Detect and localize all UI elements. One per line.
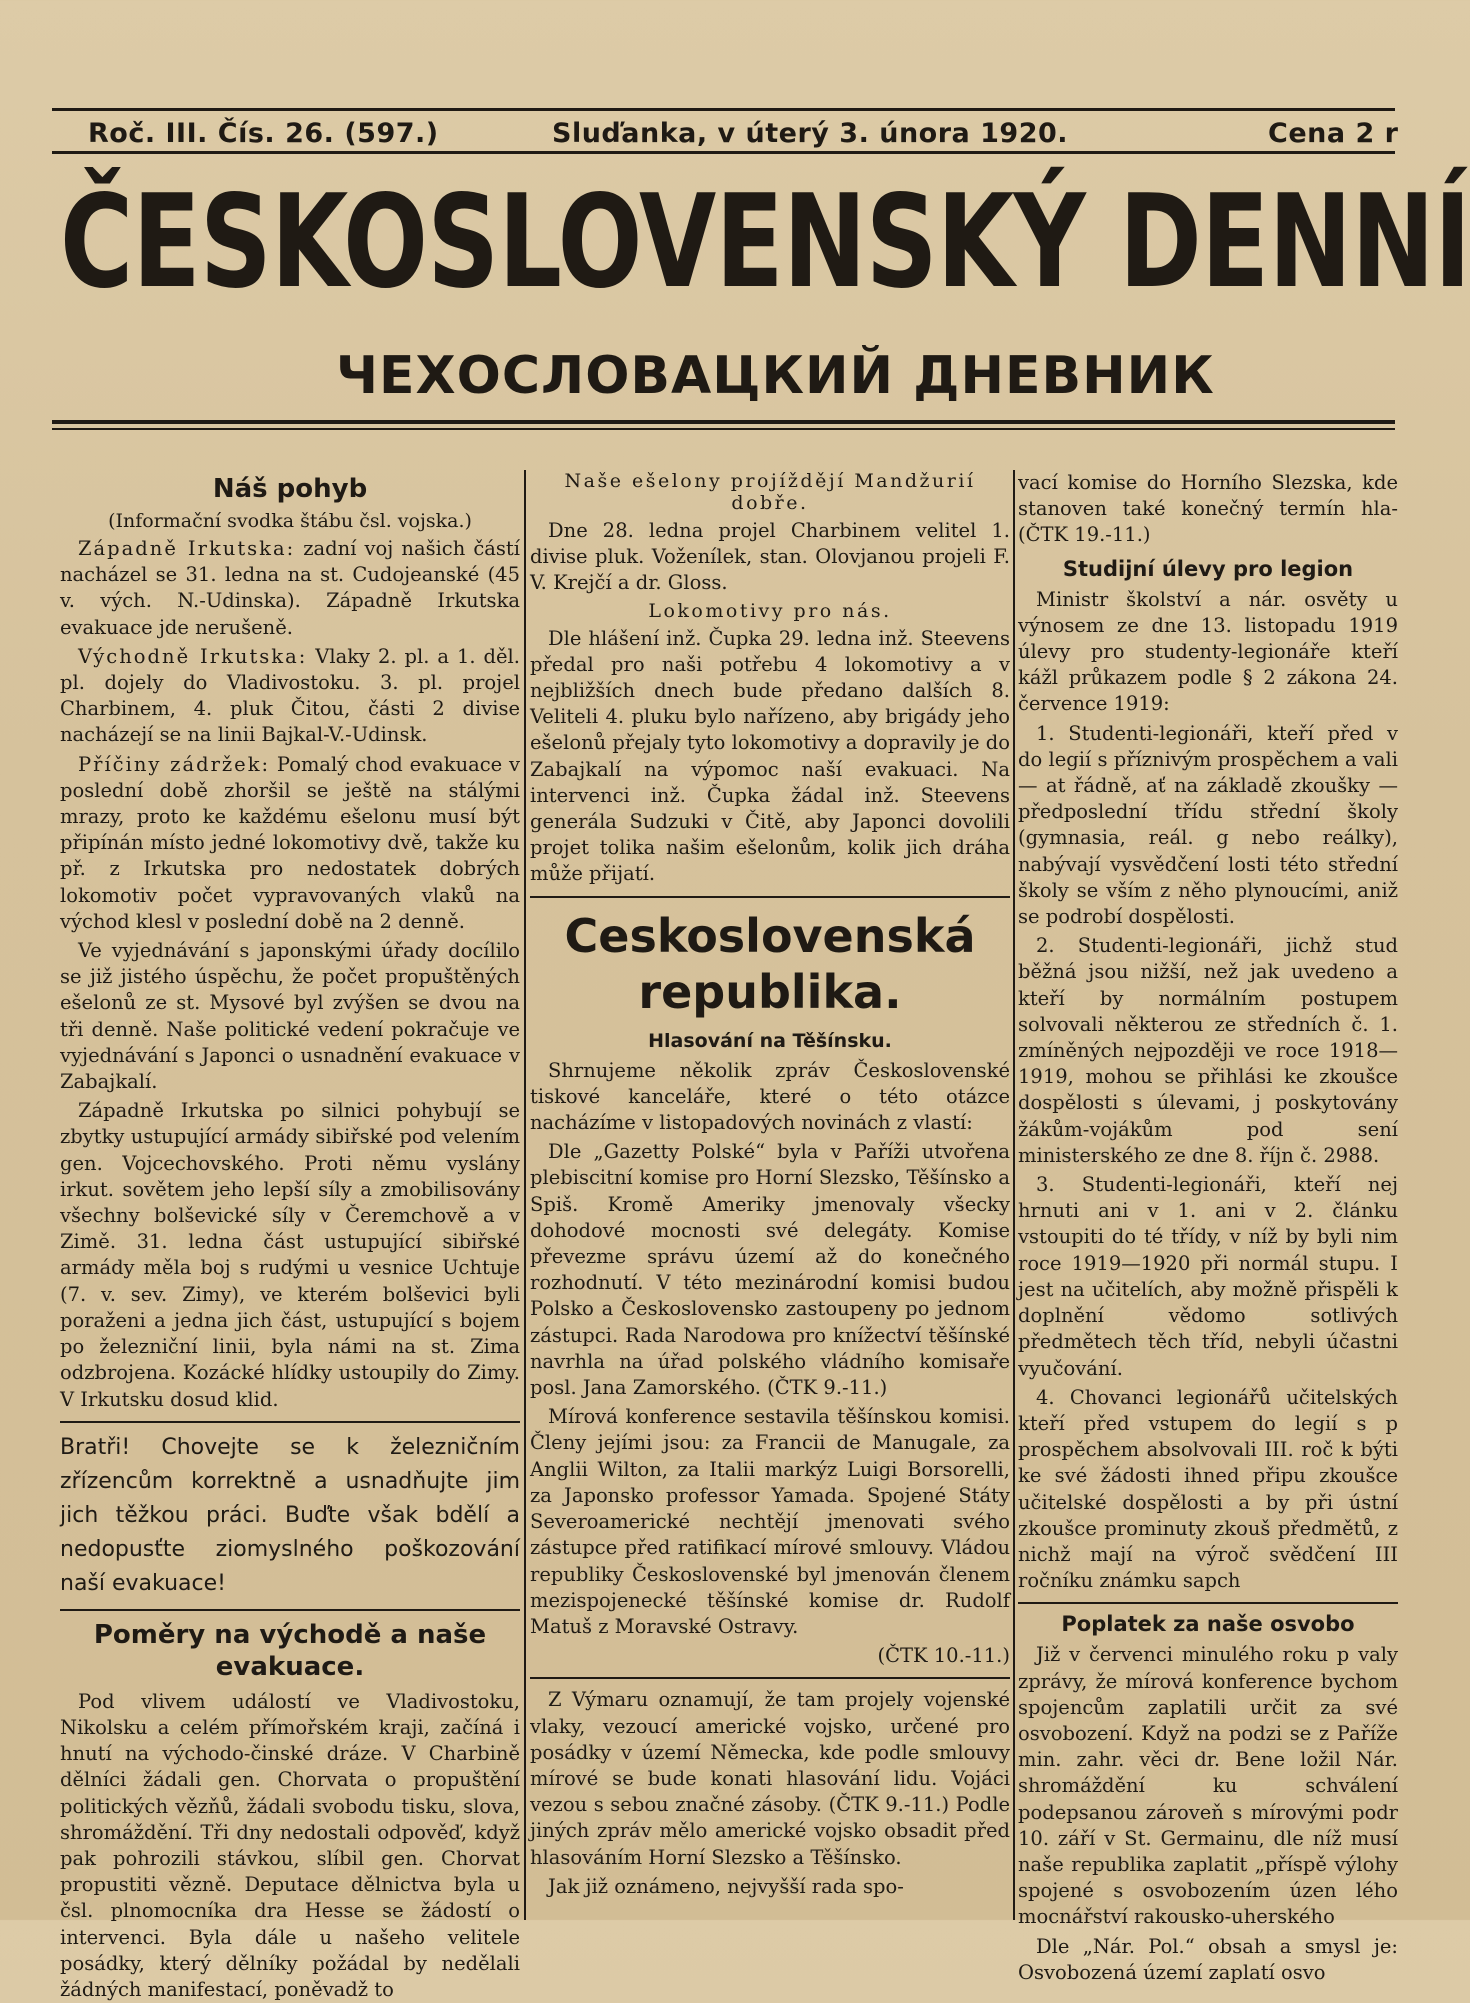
section-rule — [530, 896, 1010, 898]
masthead-topline — [0, 118, 1399, 152]
paragraph: Jak již oznámeno, nejvyšší rada spo- — [548, 1874, 904, 1898]
paragraph: Dle „Gazetty Polské“ byla v Paříži utvořena plebiscitní komise pro Horní Slezsko, Těšínsko a Spiš. Kromě Ameriky jmenovaly všecky dohodové mocnosti své delegáty. Komise převezme správu území až do konečného rozhodnutí. V této mezinárodní komisi budou Polsko a Československo zastoupeny po jednom zástupci. Rada Narodowa pro knížectví těšínské navrhla na úřad polského vládního komisaře posl. Jana Zamorského. (ČTK 9.-11.) — [530, 1140, 1010, 1400]
column-2 — [530, 470, 1010, 1920]
volume-number: Roč. III. Čís. 26. (597.) — [88, 118, 439, 149]
paragraph-text: Vlaky 2. pl. a 1. děl. pl. dojely do Vladivostoku. 3. pl. projel Charbinem, 4. pluk Čitou, části 2 divise nacházejí se na linii Bajkal-V.-Udinsk. — [60, 644, 520, 747]
paragraph-text: Pomalý chod evakuace v poslední době zhoršil se ještě na stálými mrazy, proto ke každému ešelonu musí být připínán místo jedné lokomotivy dvě, takže ku př. z Irkutska pro nedostatek dobrých lokomotiv počet vypravovaných vlaků na východ klesl v poslední době na 2 denně. — [60, 752, 520, 933]
paragraph: Ve vyjednávání s japonskými úřady docílilo se již jistého úspěchu, že počet propuštěných ešelonů ze st. Mysové byl zvýšen se dvou na tři denně. Naše politické vedení pokračuje ve vyjednávání s Japonci o usnadnění evakuace v Zabajkalí. — [60, 939, 520, 1094]
paragraph-lead: Západně Irkutska: — [78, 537, 296, 560]
column-3 — [1018, 470, 1398, 1984]
newspaper-title-russian: ЧЕХОСЛОВАЦКИЙ ДНЕВНИК — [336, 346, 1215, 406]
article-heading: Náš pohyb — [212, 474, 368, 504]
section-rule — [530, 1677, 1010, 1679]
paragraph: Dne 28. ledna projel Charbinem velitel 1. divise pluk. Voženílek, stan. Olovjanou projeli F. V. Krejčí a dr. Gloss. — [530, 519, 1010, 595]
appeal-box: Bratři! Chovejte se k železničním zřízencům korrektně a usnadňujte jim jich těžkou práci. Buďte však bdělí a nedopusťte ziomyslného poškozování naší evakuace! — [60, 1434, 520, 1596]
article-subheading: Lokomotivy pro nás. — [648, 599, 892, 622]
masthead-rule-2 — [52, 420, 1395, 424]
paragraph: vací komise do Horního Slezska, kde stanoven také konečný termín hla- (ČTK 19.-11.) — [1018, 471, 1398, 547]
paragraph: Shrnujeme několik zpráv Československé tiskové kanceláře, které o této otázce nacházíme v listopadových novinách z vlastí: — [530, 1058, 1010, 1135]
paragraph-lead: Východně Irkutska: — [78, 644, 308, 668]
paragraph: Ministr školství a nár. osvěty u výnosem ze dne 13. listopadu 1919 úlevy pro studenty-legionáře kteří kážl průkazem podle § 2 zákona 24. července 1919: — [1018, 587, 1398, 716]
paragraph: 4. Chovanci legionářů učitelských kteří před vstupem do legií s p prospěchem absolvovali III. roč k býti ke své žádosti ihned připu zkoušce učitelské dospělosti a by při ústní zkoušce prominuty zkouš předmětů, z nichž mají na výroč svědčení III ročníku známku sapch — [1018, 1385, 1398, 1593]
column-divider-1 — [524, 470, 526, 1920]
paragraph: Mírová konference sestavila těšínskou komisi. Členy jejími jsou: za Francii de Manugale, za Anglii Wilton, za Italii markýz Luigi Borsorelli, za Japonsko professor Yamada. Spojené Státy Severoamerické nechtějí jmenovati svého zástupce před ratifikací mírové smlouvy. Vládou republiky Československé byl jmenován členem mezispojenecké těšínské komise dr. Rudolf Matuš z Moravské Ostravy. — [530, 1405, 1010, 1638]
article-subheading: Hlasování na Těšínsku. — [648, 1029, 892, 1052]
paragraph: Pod vlivem událostí ve Vladivostoku, Nikolsku a celém přímořském kraji, začíná i hnutí na východo-činské dráze. V Charbině dělníci žádali gen. Chorvata o propuštění politických vězňů, žádali svobodu tisku, slova, shromáždění. Tři dny nedostali odpověď, když pak pohrozili stávkou, slíbil gen. Chorvat propustiti vězně. Deputace dělnictva byla u čsl. plnomocníka dra Hesse se žádostí o intervenci. Byla dále u našeho velitele posádky, který dělníky požádal by nedělali žádných manifestací, poněvadž to — [60, 1689, 520, 2001]
paragraph-lead: Příčiny zádržek: — [78, 752, 271, 776]
paragraph: Dle „Nár. Pol.“ obsah a smysl je: Osvobozená území zaplatí osvo — [1018, 1934, 1398, 1984]
section-rule — [1018, 1602, 1398, 1604]
paragraph — [60, 644, 520, 749]
paragraph: 3. Studenti-legionáři, kteří nej hrnuti ani v 1. ani v 2. článku vstoupiti do té třídy, v níž by byli nim roce 1919—1920 při normál stupu. I jest na učitelích, aby možně přispěli k doplnění vědomo sotlivých předmětech těch tříd, nebyli účastni vyučování. — [1018, 1173, 1398, 1380]
top-rule — [52, 108, 1395, 111]
newspaper-title: ČESKOSLOVENSKÝ DENNÍ — [60, 168, 1470, 317]
paragraph: 2. Studenti-legionáři, jichž stud běžná jsou nižší, než jak uvedeno a kteří by normálním postupem solvovali některou ze středních č. 1. zmíněných nejpozději ve roce 1918—1919, mohou se přihlási ke zkoušce dospělosti s úlevami, j poskytovány žákům-vojákům pod sení ministerského ze dne 8. říjn č. 2988. — [1018, 934, 1398, 1167]
paragraph — [60, 536, 520, 641]
masthead-rule-1 — [52, 151, 1395, 154]
article-subheading: (Informační svodka štábu čsl. vojska.) — [108, 510, 472, 532]
masthead-rule-3 — [52, 428, 1395, 430]
paragraph-source: (ČTK 10.-11.) — [877, 1644, 1010, 1668]
paragraph: Již v červenci minulého roku p valy zprávy, že mírová konference bychom spojencům zaplatili určit za své osvobození. Když na podzi se z Paříže min. zahr. věci dr. Bene ložil Nár. shromáždění ku schválení podepsanou zároveň s mírovými podr 10. září v St. Germainu, dle níž musí naše republika zaplatit „příspě výlohy spojené s osvobozením úzen lého mocnářství rakousko-uherského — [1018, 1643, 1398, 1929]
section-rule — [60, 1609, 520, 1611]
paragraph: Z Výmaru oznamují, že tam projely vojenské vlaky, vezoucí americké vojsko, určené pro posádky v území Německa, kde podle smlouvy mírové se bude konati hlasování lidu. Vojáci vezou s sebou značné zásoby. (ČTK 9.-11.) Podle jiných zpráv mělo americké vojsko obsadit před hlasováním Horní Slezsko a Těšínsko. — [530, 1688, 1010, 1869]
column-divider-2 — [1013, 470, 1015, 1920]
article-heading: Studijní úlevy pro legion — [1062, 556, 1354, 581]
paragraph-text: zadní voj našich částí nacházel se 31. ledna na st. Cudojeanské (45 v. vých. N.-Udinska). Západně Irkutska evakuace jde nerušeně. — [60, 537, 520, 639]
place-date: Sluďanka, v úterý 3. února 1920. — [552, 118, 1069, 149]
paragraph: Západně Irkutska po silnici pohybují se zbytky ustupující armády sibiřské pod velením gen. Vojcechovského. Proti němu vyslány irkut. sovětem jeho lepší síly a zmobilisovány všechny bolševické síly v Čeremchově a v Zimě. 31. ledna část ustupující sibiřské armády měla boj s rudými u vesnice Uchtuje (7. v. sev. Zimy), ve kterém bolševici byli poraženi a jedna jich část, ustupující s bojem po železniční linii, byla námi na st. Zima odzbrojena. Kozácké hlídky ustoupily do Zimy. V Irkutsku dosud klid. — [60, 1099, 520, 1411]
column-1 — [60, 470, 520, 2001]
paragraph — [60, 752, 520, 935]
section-heading: Ceskoslovenská republika. — [564, 908, 976, 1019]
paragraph: Dle hlášení inž. Čupka 29. ledna inž. Steevens předal pro naši potřebu 4 lokomotivy a v nejbližších dnech bude předano dalších 8. Veliteli 4. pluku bylo nařízeno, aby brigády jeho ešelonů přejaly tyto lokomotivy a dopravily je do Zabajkalí na výpomoc naší evakuaci. Na intervenci inž. Čupka žádal inž. Steevens generála Sudzuki v Čitě, aby Japonci dovolili projet tolika našim ešelonům, kolik jich dráha může přijatí. — [530, 626, 1010, 886]
article-heading: Poplatek za naše osvobo — [1061, 1612, 1355, 1637]
section-rule — [60, 1421, 520, 1423]
paragraph: 1. Studenti-legionáři, kteří před v do legií s příznivým prospěchem a vali — at řádně, ať na základě zkoušky — předposlední třídu střední školy (gymnasia, reál. g nebo reálky), nabývají vysvědčení losti této střední školy se vším z něho plynoucími, aniž se podrobí dospělosti. — [1018, 721, 1398, 929]
article-heading: Poměry na východě a naše evakuace. — [93, 1619, 487, 1682]
price: Cena 2 r — [1268, 118, 1399, 149]
article-subheading: Naše ešelony projíždějí Mandžurií dobře. — [564, 470, 976, 514]
